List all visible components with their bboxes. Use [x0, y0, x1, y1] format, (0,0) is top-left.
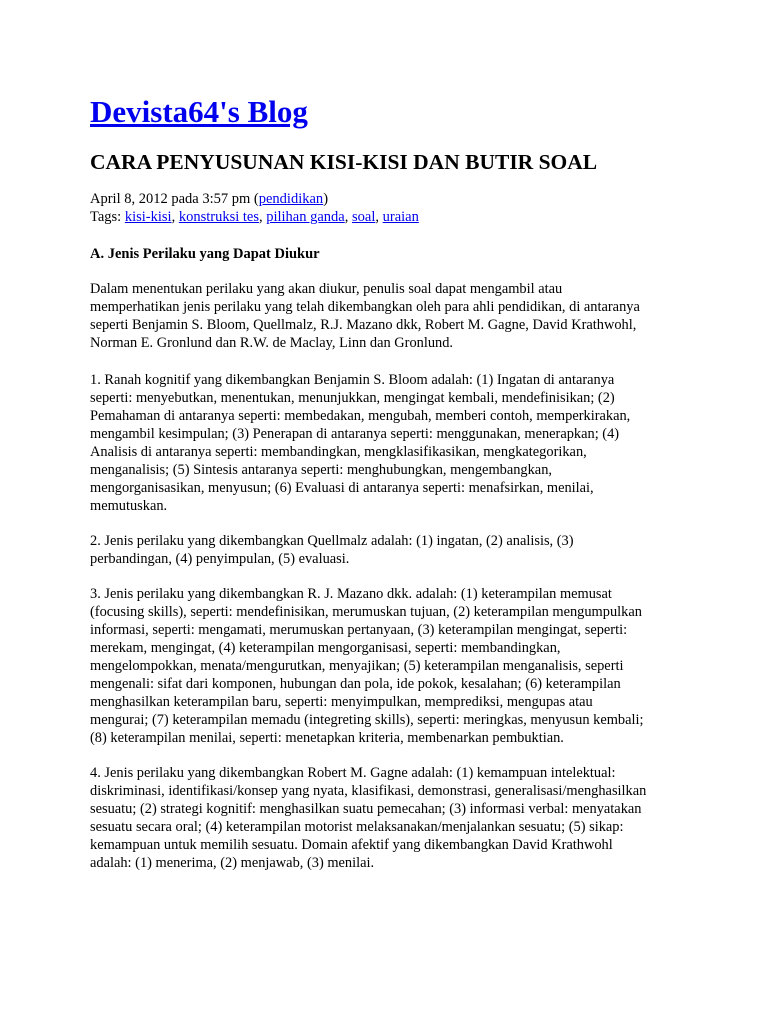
post-date-suffix: ) — [323, 191, 329, 207]
post-tags-line — [90, 208, 419, 226]
tag-separator: , — [171, 209, 179, 225]
text-line: memperhatikan jenis perilaku yang telah dikembangkan oleh para ahli pendidikan, di antaranya — [90, 299, 640, 315]
text-line: menganalisis; (5) Sintesis antaranya seperti: menghubungkan, mengembangkan, — [90, 462, 552, 478]
text-line: mengambil kesimpulan; (3) Penerapan di antaranya seperti: menggunakan, menerapkan; (4) — [90, 426, 620, 442]
text-line: sesuatu secara oral; (4) keterampilan motorist melaksanakan/menjalankan sesuatu; (5) sikap: — [90, 819, 624, 835]
text-line: Analisis di antaranya seperti: membandingkan, mengklasifikasikan, mengkategorikan, — [90, 444, 587, 460]
paragraph-mazano — [90, 585, 690, 747]
text-line: Norman E. Gronlund dan R.W. de Maclay, Linn dan Gronlund. — [90, 335, 454, 351]
tag-link[interactable]: konstruksi tes — [178, 209, 259, 225]
text-line: 2. Jenis perilaku yang dikembangkan Quellmalz adalah: (1) ingatan, (2) analisis, (3) — [90, 533, 574, 549]
text-line: 3. Jenis perilaku yang dikembangkan R. J. Mazano dkk. adalah: (1) keterampilan memusat — [90, 586, 612, 602]
tags-label: Tags: — [90, 209, 125, 225]
tag-link[interactable]: pilihan ganda — [266, 209, 345, 225]
tag-separator: , — [375, 209, 383, 225]
text-line: diskriminasi, identifikasi/konsep yang nyata, klasifikasi, demonstrasi, generalisasi/menghasilkan — [90, 783, 647, 799]
section-heading: A. Jenis Perilaku yang Dapat Diukur — [90, 246, 320, 262]
paragraph-bloom — [90, 371, 690, 515]
post-date-line — [90, 190, 419, 208]
text-line: sesuatu; (2) strategi kognitif: menghasilkan suatu pemecahan; (3) informasi verbal: menyatakan — [90, 801, 642, 817]
tag-link[interactable]: soal — [352, 209, 376, 225]
paragraph-intro — [90, 280, 690, 352]
tag-link[interactable]: kisi-kisi — [124, 209, 172, 225]
post-title: CARA PENYUSUNAN KISI-KISI DAN BUTIR SOAL — [90, 150, 598, 174]
post-date: April 8, 2012 pada 3:57 pm ( — [90, 191, 259, 207]
text-line: kemampuan untuk memilih sesuatu. Domain afektif yang dikembangkan David Krathwohl — [90, 837, 613, 853]
text-line: mengenali: sifat dari komponen, hubungan dan pola, ide pokok, kesalahan; (6) keterampilan — [90, 676, 621, 692]
text-line: seperti: menyebutkan, menentukan, menunjukkan, mengingat kembali, mendefinisikan; (2) — [90, 390, 615, 406]
text-line: informasi, seperti: mengamati, merumuskan pertanyaan, (3) keterampilan mengingat, seperti: — [90, 622, 628, 638]
text-line: perbandingan, (4) penyimpulan, (5) evaluasi. — [90, 551, 350, 567]
text-line: (focusing skills), seperti: mendefinisikan, merumuskan tujuan, (2) keterampilan mengumpulkan — [90, 604, 642, 620]
text-line: mengelompokkan, menata/mengurutkan, menyajikan; (5) keterampilan menganalisis, seperti — [90, 658, 624, 674]
text-line: adalah: (1) menerima, (2) menjawab, (3) menilai. — [90, 855, 375, 871]
text-line: merekam, mengingat, (4) keterampilan mengorganisasi, seperti: membandingkan, — [90, 640, 561, 656]
text-line: (8) keterampilan menilai, seperti: menetapkan kriteria, membenarkan pembuktian. — [90, 730, 564, 746]
text-line: 1. Ranah kognitif yang dikembangkan Benjamin S. Bloom adalah: (1) Ingatan di antaranya — [90, 372, 615, 388]
paragraph-gagne — [90, 764, 690, 872]
category-link[interactable]: pendidikan — [258, 191, 324, 207]
text-line: memutuskan. — [90, 498, 168, 514]
text-line: mengorganisasikan, menyusun; (6) Evaluasi di antaranya seperti: menafsirkan, menilai, — [90, 480, 594, 496]
tag-link[interactable]: uraian — [382, 209, 419, 225]
post-meta — [90, 190, 419, 226]
text-line: seperti Benjamin S. Bloom, Quellmalz, R.J. Mazano dkk, Robert M. Gagne, David Krathwohl, — [90, 317, 637, 333]
text-line: menghasilkan keterampilan baru, seperti: menyimpulkan, memprediksi, mengupas atau — [90, 694, 593, 710]
paragraph-quellmalz — [90, 532, 690, 568]
text-line: 4. Jenis perilaku yang dikembangkan Robert M. Gagne adalah: (1) kemampuan intelektual: — [90, 765, 616, 781]
blog-title-link[interactable]: Devista64's Blog — [90, 94, 308, 129]
tag-separator: , — [258, 209, 267, 225]
text-line: Dalam menentukan perilaku yang akan diukur, penulis soal dapat mengambil atau — [90, 281, 563, 297]
text-line: Pemahaman di antaranya seperti: membedakan, mengubah, memberi contoh, memperkirakan, — [90, 408, 631, 424]
text-line: mengurai; (7) keterampilan memadu (integreting skills), seperti: meringkas, menyusun kembali; — [90, 712, 644, 728]
tag-separator: , — [344, 209, 352, 225]
